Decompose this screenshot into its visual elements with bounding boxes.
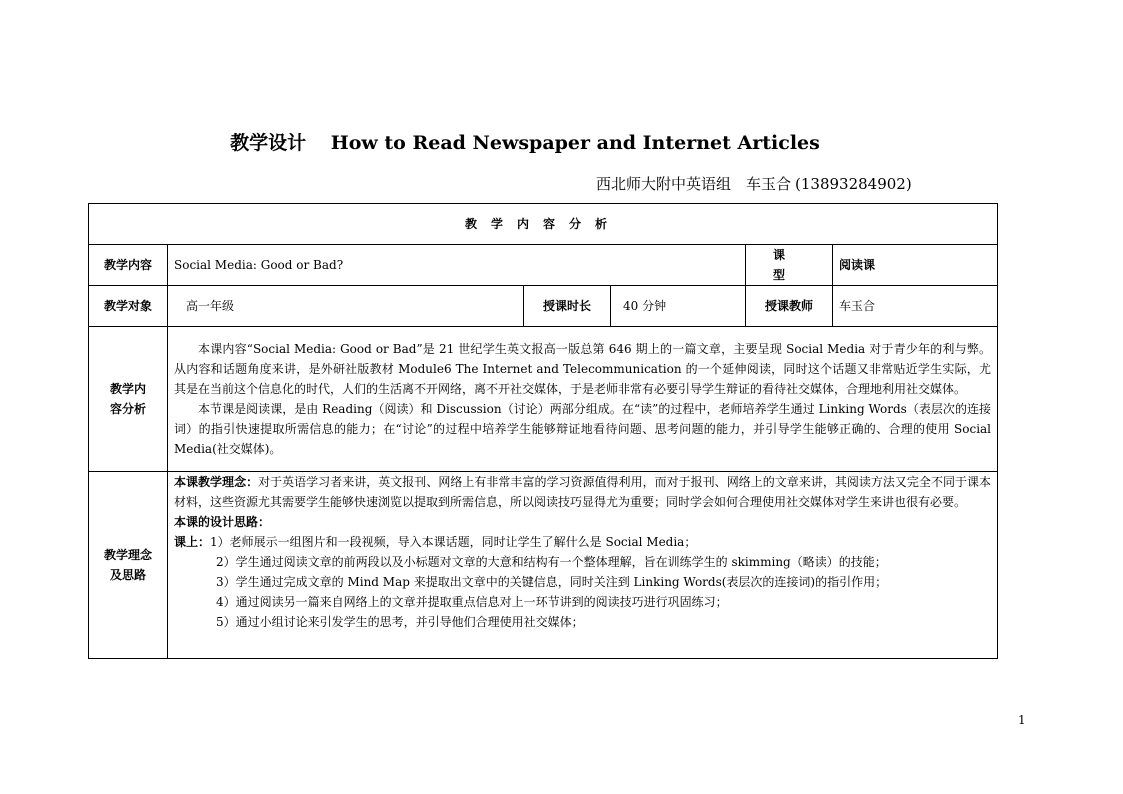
analysis-label-line2: 容分析 xyxy=(109,402,146,416)
row-concept xyxy=(89,472,998,659)
design-label: 本课的设计思路： xyxy=(174,515,271,529)
analysis-paragraph-1: 本课内容“Social Media: Good or Bad”是 21 世纪学生英文报高一版总第 646 期上的一篇文章，主要呈现 Social Media 对于青少年的利与弊。从内容和话题角度来讲，是外研社版教材 Module6 The Internet and Telecommunication 的一个延伸阅读，同时这个话题又非常贴近学生实际，尤其是在当前这个信息化的时代，人们的生活离不开网络，离不开社交媒体，于是老师非常有必要引导学生辩证的看待社交媒体，合理地利用社交媒体。 xyxy=(174,342,992,396)
target-value: 高一年级 xyxy=(168,286,524,327)
content-value: Social Media: Good or Bad? xyxy=(168,245,746,286)
step-2: 2）学生通过阅读文章的前两段以及小标题对文章的大意和结构有一个整体理解，旨在训练学生的 skimming（略读）的技能； xyxy=(216,555,887,569)
author-line xyxy=(596,173,912,194)
page-number: 1 xyxy=(1018,713,1026,727)
step-1: 1）老师展示一组图片和一段视频，导入本课话题，同时让学生了解什么是 Social Media； xyxy=(210,535,697,549)
target-label: 教学对象 xyxy=(89,286,168,327)
idea-paragraph xyxy=(174,472,991,512)
analysis-label xyxy=(89,327,168,472)
concept-label-line1: 教学理念 xyxy=(103,548,152,562)
row-target xyxy=(89,286,998,327)
teacher-label: 授课教师 xyxy=(746,286,833,327)
type-label: 课 型 xyxy=(746,245,833,286)
row-content xyxy=(89,245,998,286)
author-phone: (13893284902) xyxy=(795,175,912,193)
step-line-1 xyxy=(174,532,991,552)
step-3: 3）学生通过完成文章的 Mind Map 来提取出文章中的关键信息，同时关注到 Linking Words(表层次的连接词)的指引作用； xyxy=(216,575,888,589)
analysis-label-line1: 教学内 xyxy=(109,382,146,396)
concept-content xyxy=(168,472,998,659)
author-name: 西北师大附中英语组 车玉合 xyxy=(596,175,792,193)
teacher-value: 车玉合 xyxy=(833,286,998,327)
idea-text: 对于英语学习者来讲，英文报刊、网络上有非常丰富的学习资源值得利用，而对于报刊、网络上的文章来讲，其阅读方法又完全不同于课本材料，这些资源尤其需要学生能够快速浏览以提取到所需信息，所以阅读技巧显得尤为重要；同时学会如何合理使用社交媒体对学生来讲也很有必要。 xyxy=(174,475,992,509)
concept-label xyxy=(89,472,168,659)
duration-value: 40 分钟 xyxy=(611,286,746,327)
step-4: 4）通过阅读另一篇来自网络上的文章并提取重点信息对上一环节讲到的阅读技巧进行巩固练习； xyxy=(216,595,728,609)
idea-label: 本课教学理念： xyxy=(174,475,259,489)
class-label: 课上： xyxy=(174,535,211,549)
title-english: How to Read Newspaper and Internet Articles xyxy=(330,132,820,154)
analysis-content xyxy=(168,327,998,472)
step-5: 5）通过小组讨论来引发学生的思考，并引导他们合理使用社交媒体； xyxy=(216,615,584,629)
document-title xyxy=(0,128,1050,155)
title-chinese: 教学设计 xyxy=(230,132,307,154)
type-value: 阅读课 xyxy=(833,245,998,286)
analysis-paragraph-2: 本节课是阅读课，是由 Reading（阅读）和 Discussion（讨论）两部分组成。在“读”的过程中，老师培养学生通过 Linking Words（表层次的连接词）的指引快速提取所需信息的能力；在“讨论”的过程中培养学生能够辩证地看待问题、思考问题的能力，并引导学生能够正确的、合理的使用 Social Media(社交媒体)。 xyxy=(174,402,992,456)
section-title: 教学内容分析 xyxy=(89,204,998,245)
content-label: 教学内容 xyxy=(89,245,168,286)
duration-label: 授课时长 xyxy=(524,286,611,327)
concept-label-line2: 及思路 xyxy=(109,568,146,582)
lesson-table xyxy=(88,203,998,659)
row-analysis xyxy=(89,327,998,472)
